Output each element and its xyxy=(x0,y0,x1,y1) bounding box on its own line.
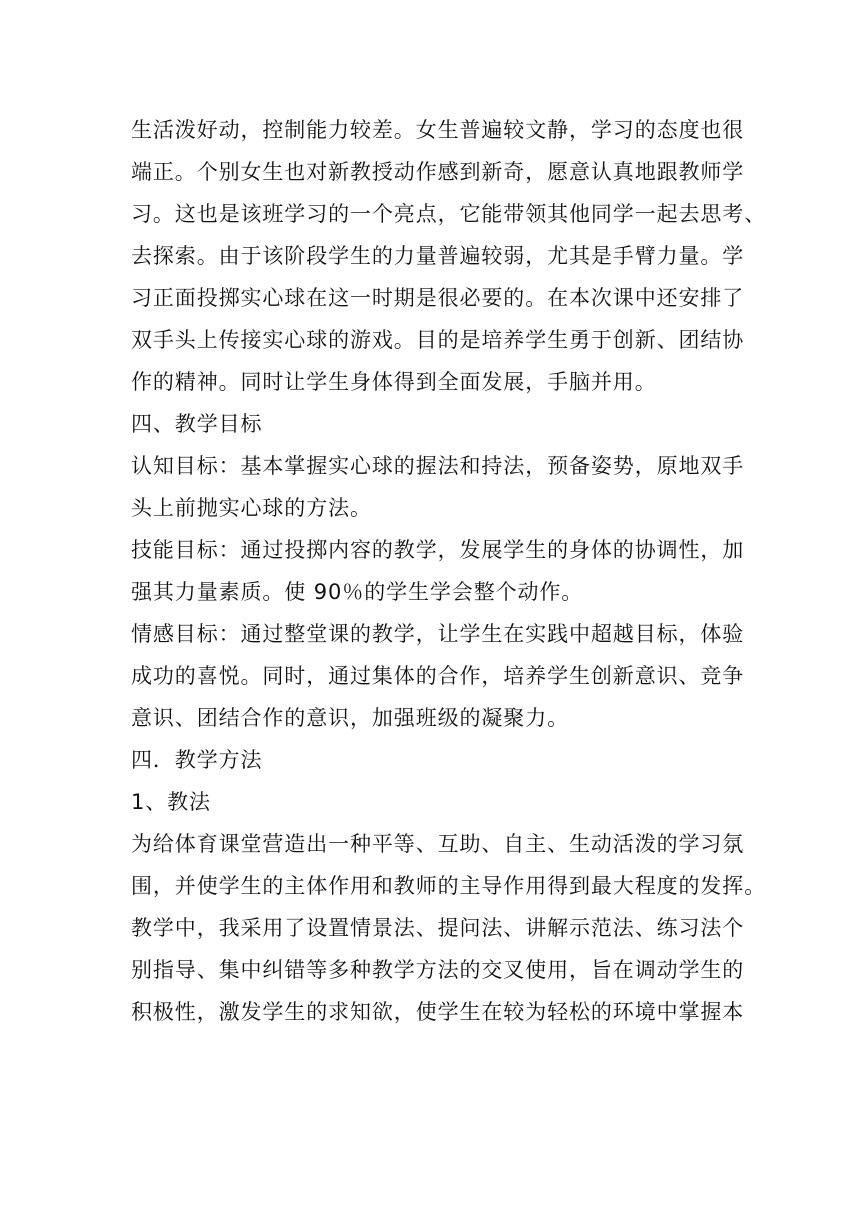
paragraph-line: 情感目标：通过整堂课的教学，让学生在实践中超越目标，体验 xyxy=(131,622,745,646)
paragraph-line: 积极性，激发学生的求知欲，使学生在较为轻松的环境中掌握本 xyxy=(131,1000,745,1024)
paragraph-line: 头上前抛实心球的方法。 xyxy=(131,496,372,520)
paragraph-line: 围，并使学生的主体作用和教师的主导作用得到最大程度的发挥。 xyxy=(131,874,767,898)
paragraph-line: 生活泼好动，控制能力较差。女生普遍较文静，学习的态度也很 xyxy=(131,118,745,142)
paragraph-line: 意识、团结合作的意识，加强班级的凝聚力。 xyxy=(131,706,569,730)
paragraph-line: 作的精神。同时让学生身体得到全面发展，手脑并用。 xyxy=(131,370,657,394)
paragraph-line: 成功的喜悦。同时，通过集体的合作，培养学生创新意识、竞争 xyxy=(131,664,745,688)
paragraph-line: 强其力量素质。使 90％的学生学会整个动作。 xyxy=(131,580,584,604)
paragraph-line: 教学中，我采用了设置情景法、提问法、讲解示范法、练习法个 xyxy=(131,916,745,940)
paragraph-line: 别指导、集中纠错等多种教学方法的交叉使用，旨在调动学生的 xyxy=(131,958,745,982)
section-heading-teaching-methods: 四．教学方法 xyxy=(131,748,263,772)
paragraph-line: 技能目标：通过投掷内容的教学，发展学生的身体的协调性，加 xyxy=(131,538,745,562)
paragraph-line: 习。这也是该班学习的一个亮点，它能带领其他同学一起去思考、 xyxy=(131,202,767,226)
paragraph-line: 认知目标：基本掌握实心球的握法和持法，预备姿势，原地双手 xyxy=(131,454,745,478)
paragraph-line: 为给体育课堂营造出一种平等、互助、自主、生动活泼的学习氛 xyxy=(131,832,745,856)
paragraph-line: 双手头上传接实心球的游戏。目的是培养学生勇于创新、团结协 xyxy=(131,328,745,352)
paragraph-line: 习正面投掷实心球在这一时期是很必要的。在本次课中还安排了 xyxy=(131,286,745,310)
section-heading-teaching-goals: 四、教学目标 xyxy=(131,412,263,436)
subsection-heading-teaching-approach: 1、教法 xyxy=(131,790,211,814)
paragraph-line: 端正。个别女生也对新教授动作感到新奇，愿意认真地跟教师学 xyxy=(131,160,745,184)
paragraph-line: 去探索。由于该阶段学生的力量普遍较弱，尤其是手臂力量。学 xyxy=(131,244,745,268)
